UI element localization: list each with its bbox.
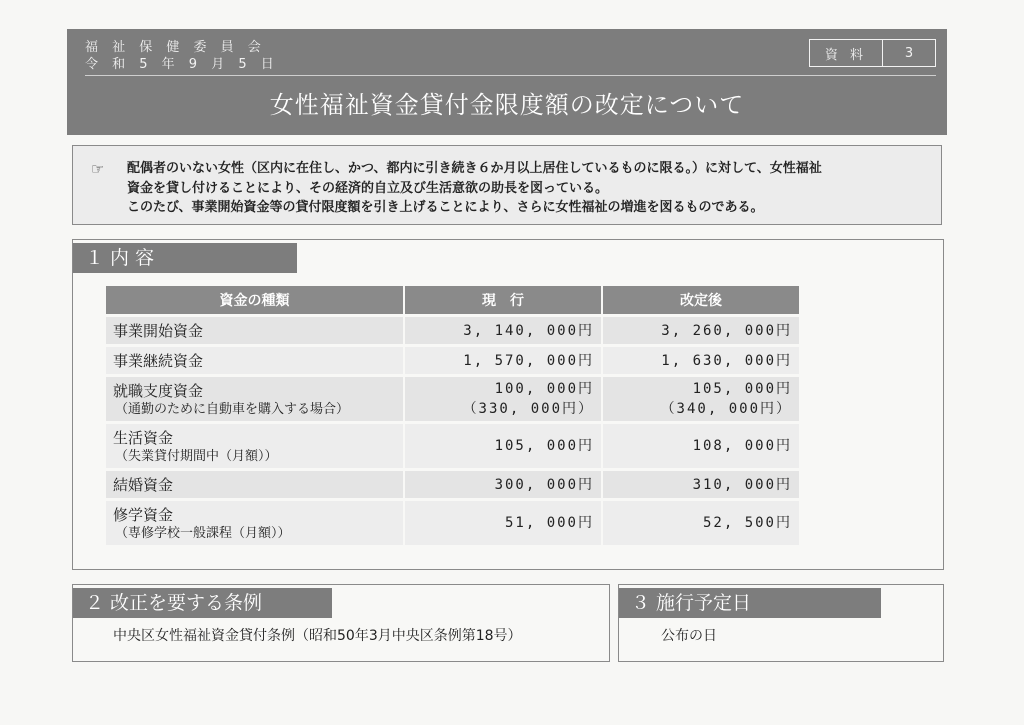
banner-divider [85,75,936,76]
summary-box [72,145,942,225]
document-number: 3 [904,45,914,61]
fund-type-cell [106,314,405,344]
fund-type-cell [106,421,405,468]
revised-amount-cell [603,498,799,545]
current-amount: 51, 000円 [504,515,594,531]
header-banner [67,29,947,135]
fund-type-note: （失業貸付期間中（月額）） [115,448,278,464]
current-amount-cell [405,421,603,468]
current-amount: 100, 000円 [494,381,594,397]
section-heading: １ 内 容 [73,243,297,273]
summary-line: このたび、事業開始資金等の貸付限度額を引き上げることにより、さらに女性福祉の増進を図るものである。 [127,200,764,215]
fund-type: 生活資金 [113,428,174,447]
fund-type-cell [106,498,405,545]
revised-amount: 1, 630, 000円 [661,352,792,369]
effective-date-text: 公布の日 [661,628,717,644]
column-header-type: 資金の種類 [106,286,405,314]
revised-amount-cell [603,421,799,468]
section-heading: ２ 改正を要する条例 [73,588,332,618]
summary-line: 資金を貸し付けることにより、その経済的自立及び生活意欲の助長を図っている。 [127,180,609,196]
fund-type-cell [106,468,405,498]
revised-amount: 105, 000円 [692,381,792,397]
table-row [106,344,799,374]
table-row [106,421,799,468]
fund-type: 就職支度資金 [113,381,204,400]
page-title: 女性福祉資金貸付金限度額の改定について [269,91,745,119]
table-row [106,468,799,498]
fund-type-note: （専修学校一般課程（月額）） [115,525,291,541]
summary-line: 配偶者のいない女性（区内に在住し、かつ、都内に引き続き６か月以上居住しているものに限る。）に対して、女性福祉 [127,161,822,176]
revised-amount: 108, 000円 [692,438,792,454]
document-label: 資 料 [810,40,883,66]
loan-limit-table [106,286,799,545]
column-header-revised: 改定後 [603,286,799,314]
revised-amount-cell [603,468,799,498]
table-row [106,314,799,344]
revised-amount: 3, 260, 000円 [661,322,792,339]
current-amount: 3, 140, 000円 [463,322,594,339]
current-amount-vehicle: （330, 000円） [462,401,594,417]
section-heading: ３ 施行予定日 [619,588,881,618]
current-amount: 105, 000円 [494,438,594,454]
table-row [106,374,799,421]
section-contents [72,239,944,570]
revised-amount-cell [603,344,799,374]
section-ordinance [72,584,610,662]
committee-info [85,39,279,73]
current-amount: 1, 570, 000円 [463,352,594,369]
fund-type-note: （通勤のために自動車を購入する場合） [115,401,350,417]
committee-name: 福 祉 保 健 委 員 会 [85,40,266,55]
fund-type-cell [106,344,405,374]
pointing-hand-icon: ☞ [91,160,105,178]
fund-type: 結婚資金 [113,475,174,494]
table-row [106,498,799,545]
section-effective-date [618,584,944,662]
column-header-current: 現 行 [405,286,603,314]
fund-type: 事業継続資金 [113,351,204,370]
fund-type-cell [106,374,405,421]
document-number-box [809,39,936,67]
revised-amount-cell [603,314,799,344]
summary-text [127,159,929,218]
ordinance-text: 中央区女性福祉資金貸付条例（昭和50年3月中央区条例第18号） [113,628,522,644]
revised-amount: 310, 000円 [692,476,792,493]
current-amount: 300, 000円 [494,476,594,493]
current-amount-cell [405,498,603,545]
current-amount-cell [405,314,603,344]
current-amount-cell [405,468,603,498]
fund-type: 修学資金 [113,505,174,524]
revised-amount: 52, 500円 [702,515,792,531]
fund-type: 事業開始資金 [113,321,204,340]
current-amount-cell [405,374,603,421]
table-header-row [106,286,799,314]
revised-amount-vehicle: （340, 000円） [660,401,792,417]
revised-amount-cell [603,374,799,421]
meeting-date: 令 和 5 年 9 月 5 日 [85,57,279,72]
current-amount-cell [405,344,603,374]
